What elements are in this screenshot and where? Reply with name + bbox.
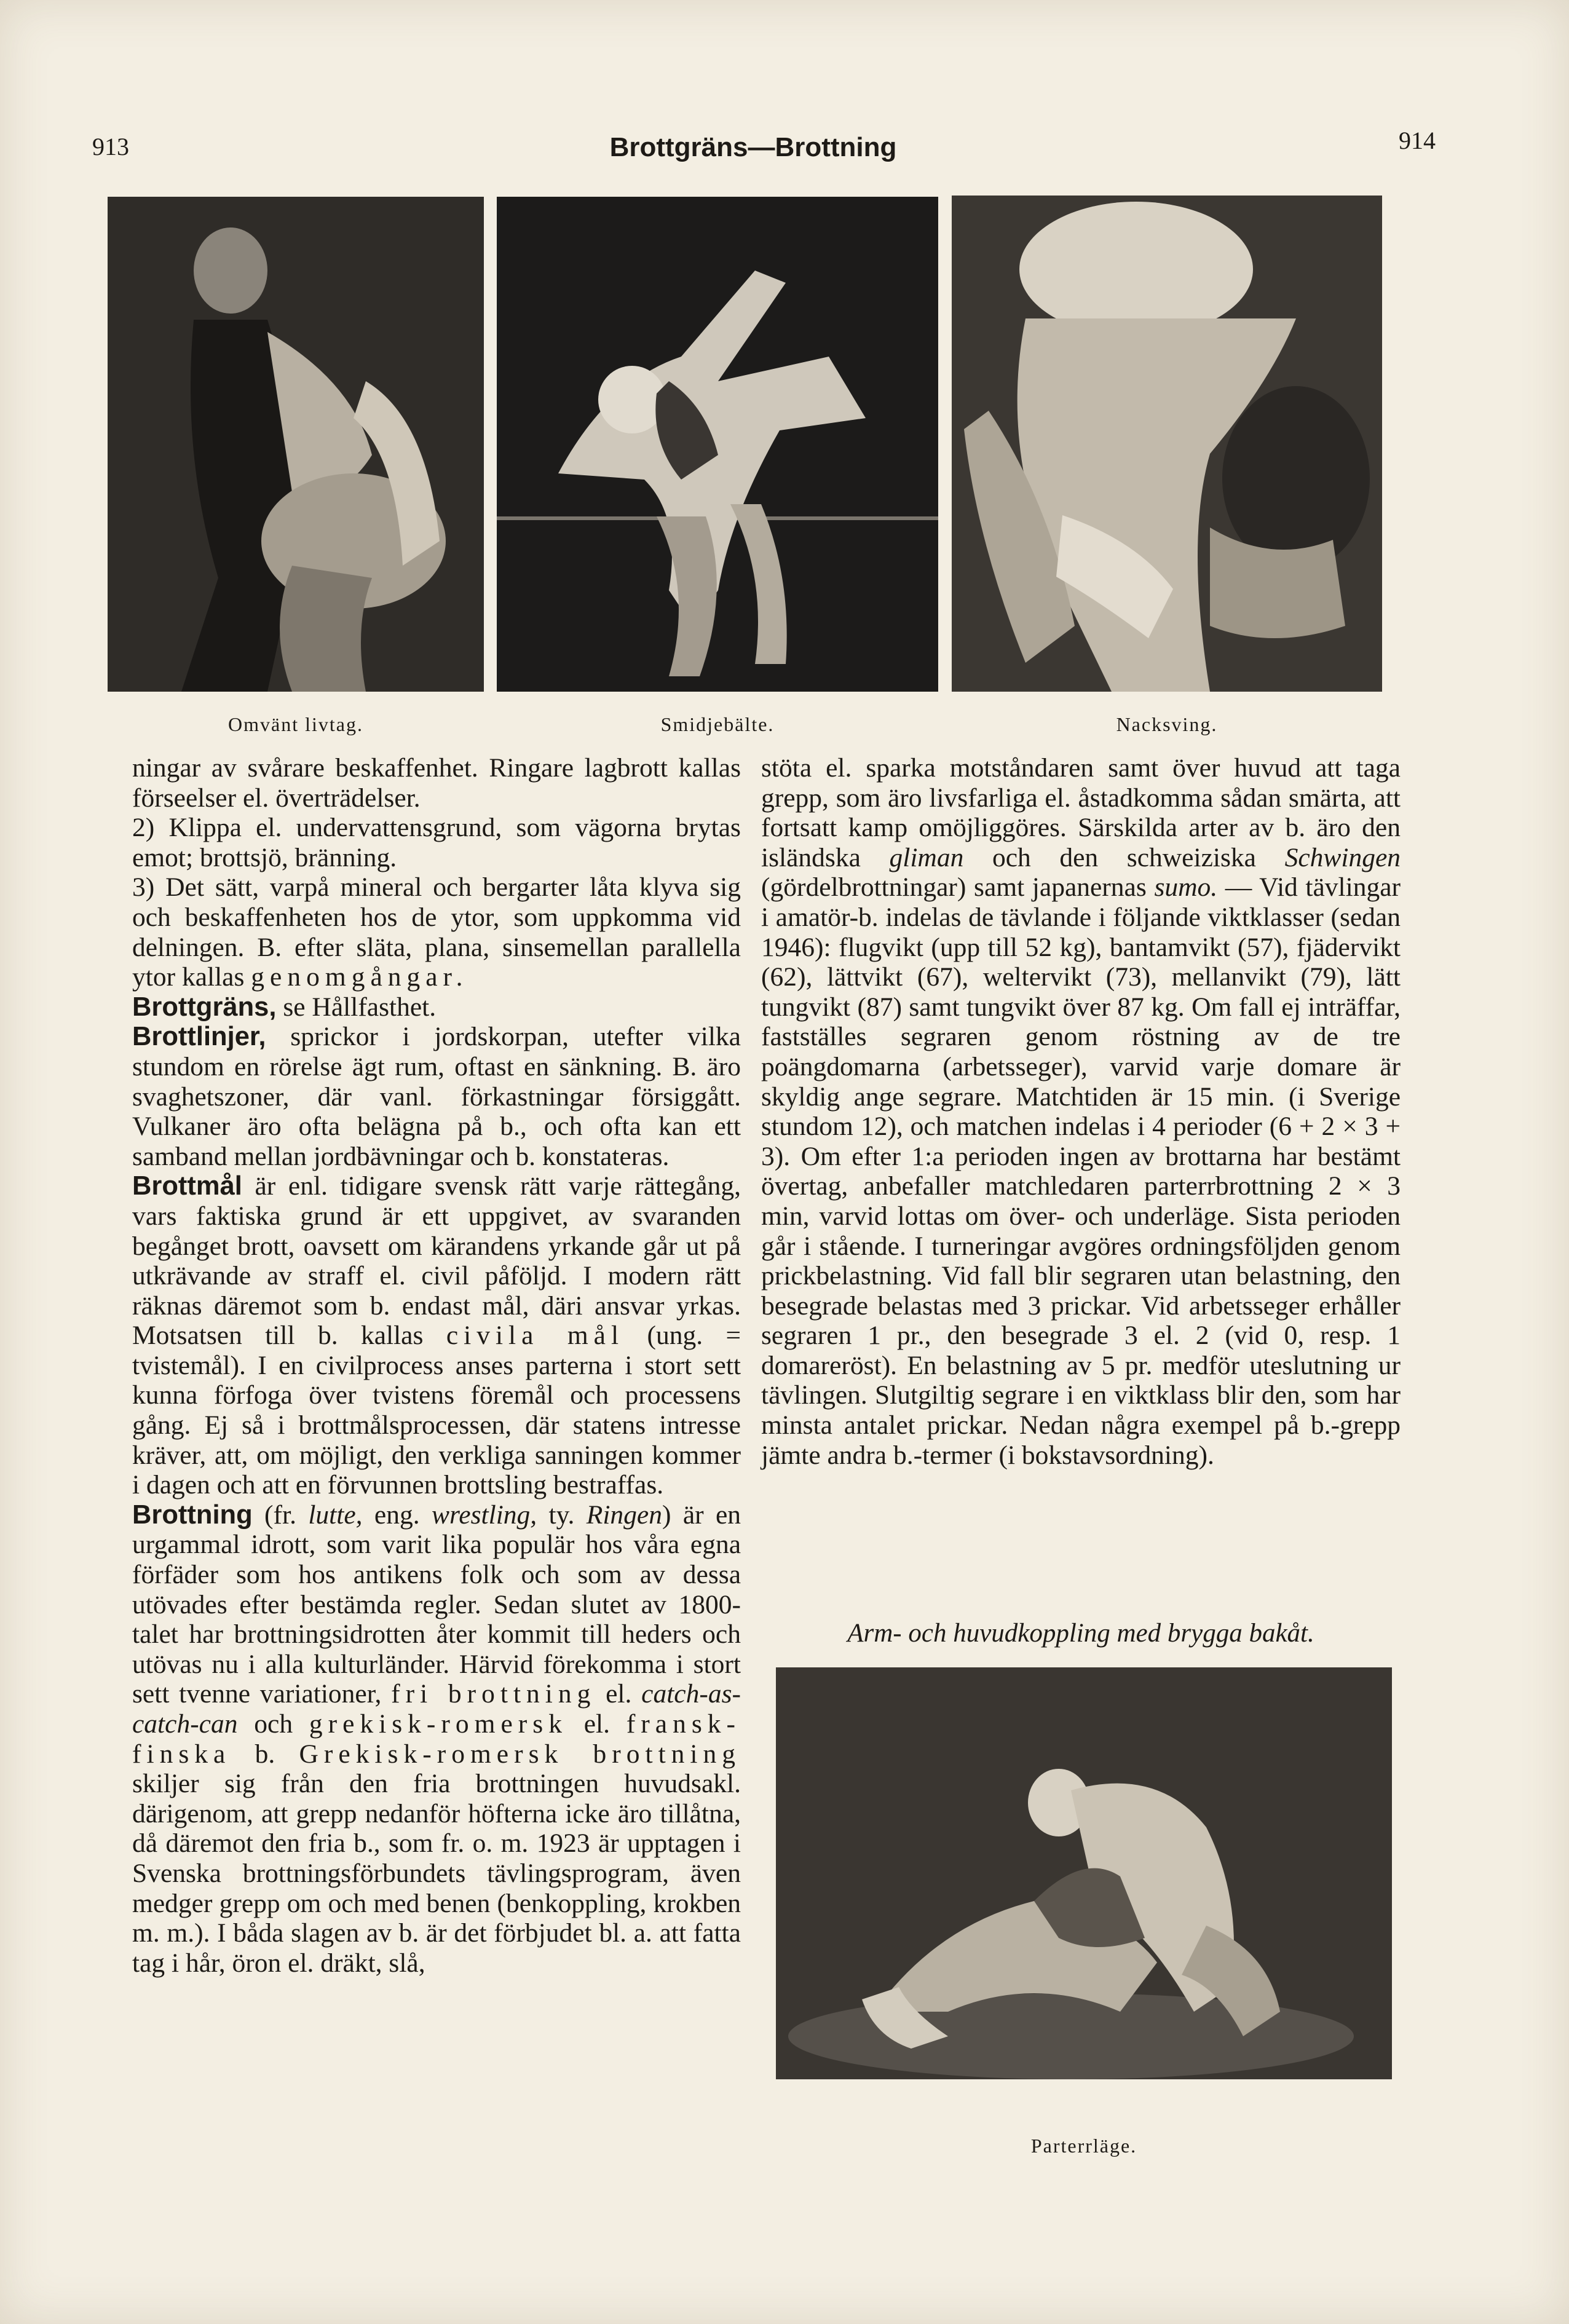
entry-headword: Brottning	[132, 1500, 253, 1530]
entry-brottgrans	[132, 992, 741, 1022]
photo-nacksving	[952, 196, 1382, 692]
photo-parterrlage	[776, 1667, 1392, 2079]
entry-brottning	[132, 1500, 741, 1978]
paragraph	[132, 872, 741, 992]
entry-headword: Brottlinjer,	[132, 1022, 266, 1052]
entry-headword: Brottgräns,	[132, 992, 277, 1022]
text: skiljer sig från den fria brottningen huvudsakl. därigenom, att grepp nedanför höfterna icke äro tillåtna, då däremot den fria b., som fr. o. m. 1923 är upptagen i Svenska brottningsförbundets tävlingsprogram, även medger grepp om och med benen (benkoppling, krokben m. m.). I båda slagen av b. är det förbjudet bl. a. att fatta tag i hår, öron el. dräkt, slå,	[132, 1769, 741, 1978]
text: ty.	[548, 1500, 575, 1530]
paragraph	[132, 753, 741, 813]
spaced-term: genomgångar.	[251, 962, 468, 992]
spaced-term: fri brottning	[391, 1679, 596, 1709]
running-header	[92, 127, 1436, 175]
text: och	[254, 1709, 293, 1739]
left-column	[132, 753, 741, 1978]
text: 2) Klippa el. undervattensgrund, som vägorna brytas emot; brottsjö, bränning.	[132, 813, 741, 872]
text: ) är en urgammal idrott, som varit lika populär hos våra egna förfäder som hos antikens folk och som av dessa utövades efter bestämda regler. Sedan slutet av 1800-talet har brottningsidrotten åter kommit till heders och utövas nu i alla kulturländer. Härvid förekomma i stort sett tvenne variationer,	[132, 1500, 741, 1709]
italic-term: wrestling,	[431, 1500, 537, 1530]
caption-omvant-livtag: Omvänt livtag.	[228, 713, 363, 735]
paragraph	[761, 753, 1401, 1470]
running-title: Brottgräns—Brottning	[609, 132, 897, 162]
figure-heading: Arm- och huvudkoppling med brygga bakåt.	[847, 1619, 1314, 1648]
italic-term: lutte,	[308, 1500, 363, 1530]
text: b.	[255, 1739, 275, 1769]
entry-brottlinjer	[132, 1022, 741, 1171]
italic-term: gliman	[889, 842, 964, 872]
text: el.	[583, 1709, 611, 1739]
spaced-term: civila mål	[446, 1321, 625, 1351]
text: är enl. tidigare svensk rätt varje rättegång, vars faktiska grund är ett uppgivet, av svaranden begånget brott, oavsett om kärandens yrkande går ut på utkrävande av straff el. civil påföljd. I modern rätt räknas däremot som b. endast mål, däri ansvar yrkas. Motsatsen till b. kallas	[132, 1171, 741, 1351]
text: (fr.	[264, 1500, 296, 1530]
text: ningar av svårare beskaffenhet. Ringare lagbrott kallas förseelser el. överträdelser.	[132, 753, 741, 813]
caption-parterrlage: Parterrläge.	[1030, 2135, 1137, 2157]
text: — Vid tävlingar i amatör-b. indelas de tävlande i följande viktklasser (sedan 1946): flugvikt (upp till 52 kg), bantamvikt (57), fjädervikt (62), lättvikt (67), weltervikt (73), mellanvikt (79), lätt tungvikt (87) samt tungvikt över 87 kg. Om fall ej inträffar, fastställes segraren genom röstning av de tre poängdomarna (arbetsseger), varvid varje domare är skyldig ange segrare. Matchtiden är 15 min. (i Sverige stundom 12), och matchen indelas i 4 perioder (6 + 2 × 3 + 3). Om efter 1:a perioden ingen av brottarna har bestämt övertag, anbefaller matchledaren parterrbrottning 2 × 3 min, varvid lottas om över- och underläge. Sista perioden går i stående. I turneringar avgöres ordningsföljden genom prickbelastning. Vid fall blir segraren utan belastning, den besegrade belastas med 3 prickar. Vid arbetsseger erhåller segraren 1 pr., den besegrade 3 el. 2 (vid 0, resp. 1 domareröst). En belastning av 5 pr. medför uteslutning ur tävlingen. Slutgiltig segrare i en viktklass blir den, som har minsta antalet prickar. Nedan några exempel på b.-grepp jämte andra b.-termer (i bokstavsordning).	[761, 872, 1401, 1470]
spaced-term: fransk-finska	[132, 1709, 741, 1769]
paragraph	[132, 813, 741, 872]
right-column	[761, 753, 1401, 1470]
text: 3) Det sätt, varpå mineral och bergarter låta klyva sig och beskaffenheten hos de ytor, som uppkomma vid delningen. B. efter släta, plana, sinsemellan parallella ytor kallas	[132, 872, 741, 992]
italic-term: catch-as-catch-can	[132, 1679, 741, 1739]
italic-term: sumo.	[1154, 872, 1218, 903]
spaced-term: grekisk-romersk	[309, 1709, 567, 1739]
photo-omvant-livtag	[108, 197, 484, 692]
spaced-term: Grekisk-romersk brottning	[299, 1739, 741, 1769]
page-number-left: 913	[92, 133, 129, 160]
text: el.	[606, 1679, 632, 1709]
entry-headword: Brottmål	[132, 1171, 242, 1201]
text: stöta el. sparka motståndaren samt över huvud att taga grepp, som äro livsfarliga el. åstadkomma sådan smärta, att fortsatt kamp omöjliggöres. Särskilda arter av b. äro den isländska	[761, 753, 1401, 872]
text: (gördelbrottningar) samt japanernas	[761, 872, 1147, 903]
text: sprickor i jordskorpan, utefter vilka stundom en rörelse ägt rum, oftast en sänkning. B. äro svaghetszoner, där vanl. förkastningar försiggått. Vulkaner äro ofta belägna på b., och ofta kan ett samband mellan jordbävningar och b. konstateras.	[132, 1022, 741, 1171]
text: (ung. = tvistemål). I en civilprocess anses parterna i stort sett kunna förfoga över tvistens föremål och processens gång. Ej så i brottmålsprocessen, där statens intresse kräver, att, om möjligt, den verkliga sanningen kommer i dagen och att en förvunnen brottsling bestraffas.	[132, 1321, 741, 1500]
italic-term: Schwingen	[1284, 842, 1401, 872]
italic-term: Ringen	[586, 1500, 662, 1530]
text: och den schweiziska	[992, 842, 1256, 872]
page-number-right: 914	[1399, 127, 1436, 154]
caption-smidjebalte: Smidjebälte.	[660, 713, 775, 735]
text: se Hållfasthet.	[283, 992, 437, 1022]
caption-nacksving: Nacksving.	[1116, 713, 1218, 735]
entry-brottmal	[132, 1171, 741, 1500]
text: eng.	[374, 1500, 420, 1530]
photo-smidjebalte	[497, 197, 938, 692]
